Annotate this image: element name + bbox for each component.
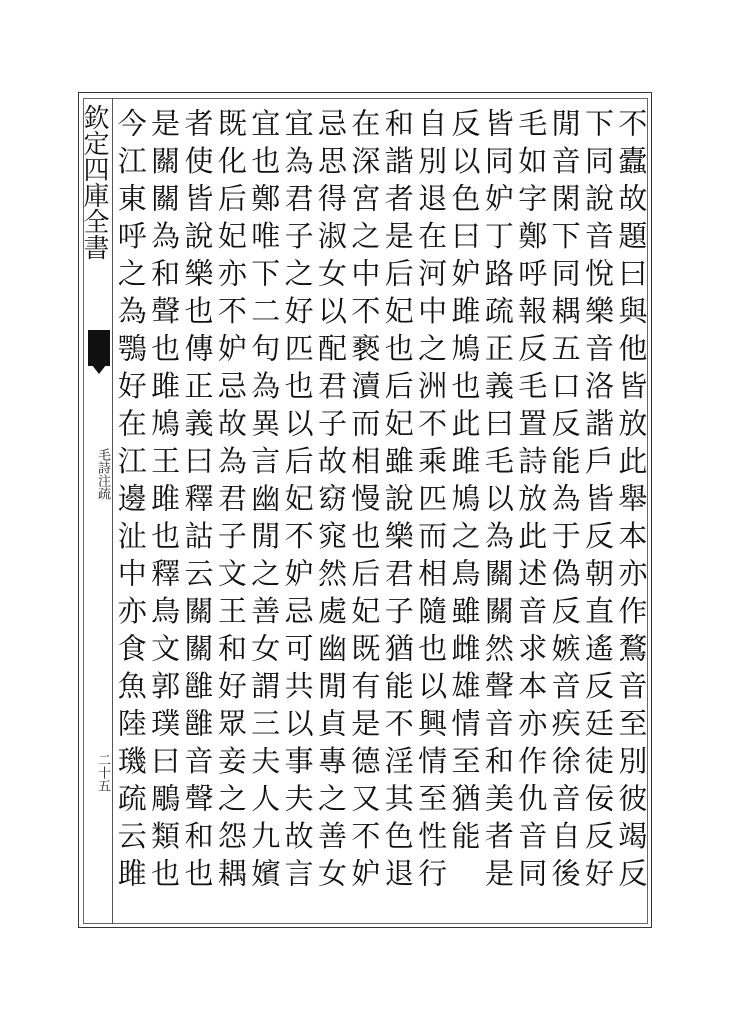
text-column: 宜也鄭唯下二句為異言幽閒之善女謂三夫人九嬪 bbox=[247, 108, 282, 896]
text-column: 不蠹故題曰與他皆放此舉本亦作鶩音至別彼竭反 bbox=[614, 108, 649, 896]
collection-title: 欽定四庫全書 bbox=[79, 104, 109, 260]
fish-tail-mark bbox=[88, 330, 110, 366]
book-title: 毛詩注疏 bbox=[95, 448, 110, 500]
text-column: 閒音閑下同耦五口反能為于偽反嫉音疾徐音自後 bbox=[547, 108, 582, 896]
text-column: 者使皆說樂也傳正義曰釋詁云關關雝雝音聲和也 bbox=[180, 108, 215, 896]
text-column: 今江東呼之為鶚好在江邊沚中亦食魚陸璣疏云雎 bbox=[113, 108, 148, 896]
text-column: 是關關為和聲也雎鳩王雎也釋鳥文郭璞曰鵰類也 bbox=[147, 108, 182, 896]
text-column: 反以色曰妒雎鳩也此雎鳩之鳥雖雌雄情至猶能 bbox=[447, 108, 482, 858]
text-column: 自別退在河中之洲不乘匹而相隨也以興情至性行 bbox=[414, 108, 449, 896]
text-column: 忌思得淑女以配君子故窈窕然處幽閒貞專之善女 bbox=[313, 108, 348, 896]
page-number: 二十五 bbox=[95, 753, 110, 792]
text-column: 毛如字鄭呼報反毛置詩放此述音求本亦作仇音同 bbox=[514, 108, 549, 896]
text-column: 既化后妃亦不妒忌故為君子文王和好眾妾之怨耦 bbox=[213, 108, 248, 896]
text-column: 在深宮之中不褻瀆而相慢也后妃既有是德又不妒 bbox=[347, 108, 382, 896]
text-column: 宜為君子之好匹也以后妃不妒忌可共以事夫故言 bbox=[280, 108, 315, 896]
text-column: 皆同妒丁路疏正義曰毛以為關關然聲音和美者是 bbox=[480, 108, 515, 896]
text-column: 下同說音悅樂音洛諧戶皆反朝直遙反廷徒佞反好 bbox=[580, 108, 615, 896]
text-column: 和諧者是后妃也后妃雖說樂君子猶能不淫其色退 bbox=[380, 108, 415, 896]
